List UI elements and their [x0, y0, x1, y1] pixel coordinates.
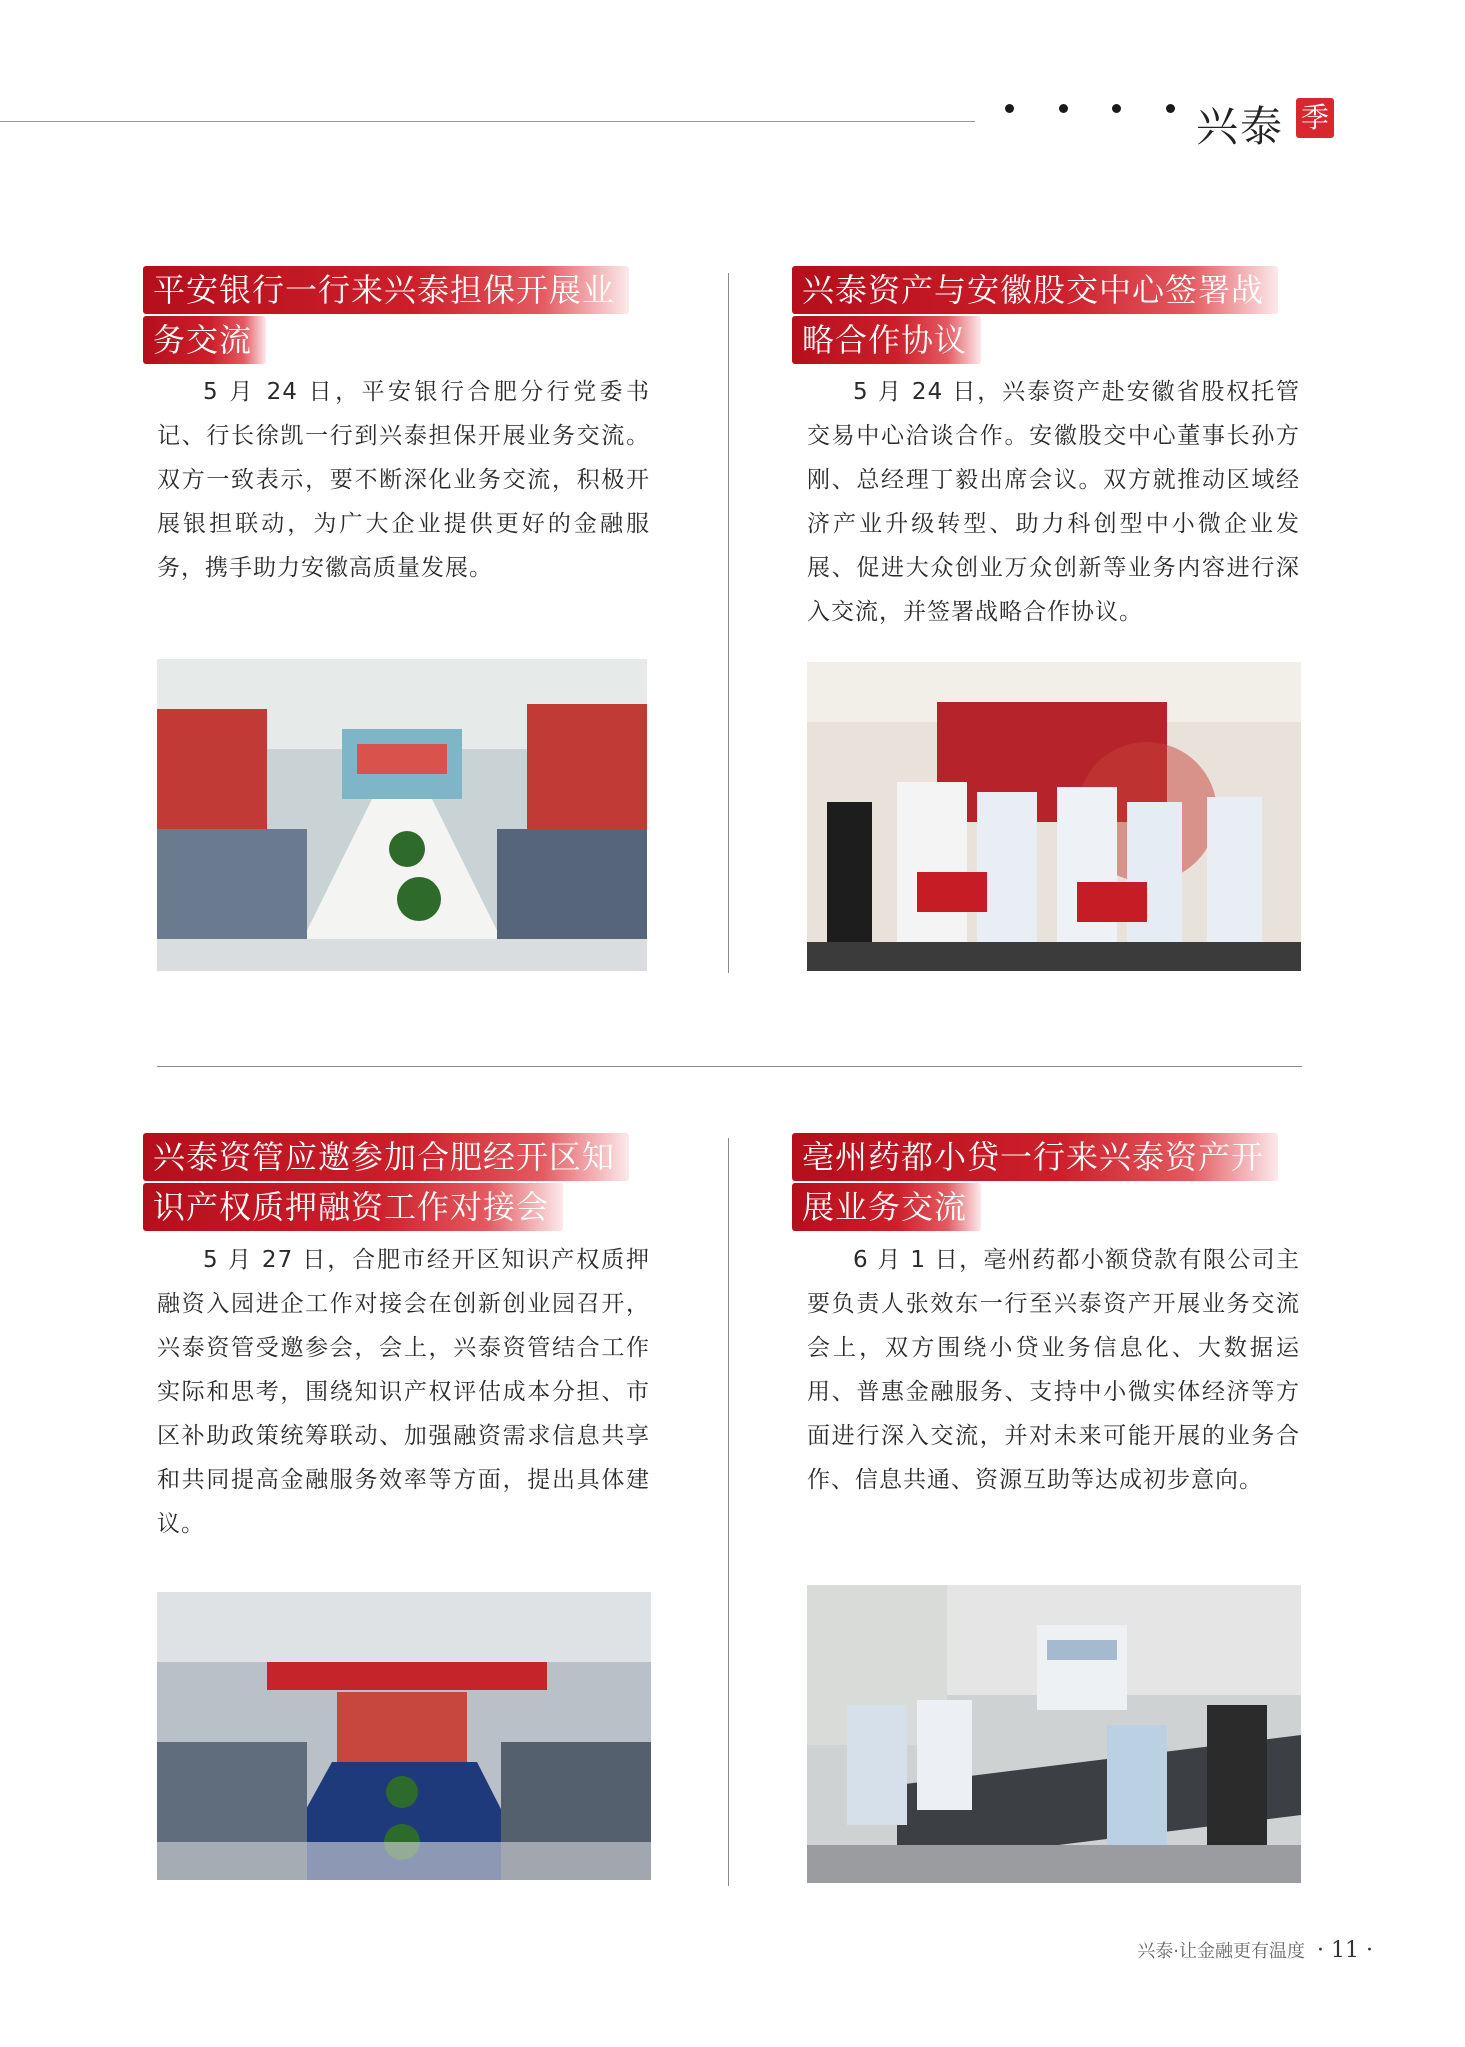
- title-line: 略合作协议: [792, 316, 981, 364]
- title-line: 兴泰资产与安徽股交中心签署战: [792, 266, 1278, 314]
- page-footer: [1137, 1937, 1373, 1963]
- article-body: [157, 1238, 650, 1546]
- column-divider-top: [728, 273, 729, 973]
- meeting-photo: [157, 659, 647, 971]
- article-title: [792, 1133, 1278, 1231]
- header-dots: [1005, 104, 1175, 113]
- article-title: [792, 266, 1278, 364]
- dot-icon: [1112, 104, 1121, 113]
- magazine-brand: 兴泰: [1196, 102, 1285, 151]
- article-paragraph: 5 月 27 日，合肥市经开区知识产权质押融资入园进企工作对接会在创新创业园召开，兴泰资管受邀参会，会上，兴泰资管结合工作实际和思考，围绕知识产权评估成本分担、市区补助政策统筹联动、加强融资需求信息共享和共同提高金融服务效率等方面，提出具体建议。: [157, 1247, 650, 1537]
- dot-icon: [1005, 104, 1014, 113]
- page-number: · 11 ·: [1317, 1938, 1373, 1963]
- header-rule: [0, 121, 975, 122]
- title-line: 兴泰资管应邀参加合肥经开区知: [143, 1133, 629, 1181]
- article-paragraph: 5 月 24 日，平安银行合肥分行党委书记、行长徐凯一行到兴泰担保开展业务交流。双方一致表示，要不断深化业务交流，积极开展银担联动，为广大企业提供更好的金融服务，携手助力安徽高质量发展。: [157, 379, 650, 581]
- article-body: [807, 1238, 1300, 1502]
- article-body: [807, 370, 1300, 634]
- article-body: [157, 370, 650, 590]
- row-divider: [157, 1066, 1302, 1067]
- article-paragraph: 5 月 24 日，兴泰资产赴安徽省股权托管交易中心洽谈合作。安徽股交中心董事长孙方刚、总经理丁毅出席会议。双方就推动区域经济产业升级转型、助力科创型中小微企业发展、促进大众创业万众创新等业务内容进行深入交流，并签署战略合作协议。: [807, 379, 1300, 625]
- title-line: 识产权质押融资工作对接会: [143, 1183, 563, 1231]
- title-line: 展业务交流: [792, 1183, 981, 1231]
- article-paragraph: 6 月 1 日，亳州药都小额贷款有限公司主要负责人张效东一行至兴泰资产开展业务交流会上，双方围绕小贷业务信息化、大数据运用、普惠金融服务、支持中小微实体经济等方面进行深入交流，并对未来可能开展的业务合作、信息共通、资源互助等达成初步意向。: [807, 1247, 1300, 1493]
- signing-photo: [807, 662, 1301, 971]
- title-line: 务交流: [143, 316, 266, 364]
- brand-seal-icon: 季: [1296, 98, 1334, 138]
- exchange-meeting-photo: [807, 1585, 1301, 1883]
- dot-icon: [1059, 104, 1068, 113]
- article-title: [143, 1133, 629, 1231]
- conference-photo: [157, 1592, 651, 1880]
- footer-slogan: 兴泰·让金融更有温度: [1137, 1941, 1306, 1962]
- title-line: 平安银行一行来兴泰担保开展业: [143, 266, 629, 314]
- column-divider-bottom: [728, 1138, 729, 1886]
- dot-icon: [1166, 104, 1175, 113]
- article-title: [143, 266, 629, 364]
- title-line: 亳州药都小贷一行来兴泰资产开: [792, 1133, 1278, 1181]
